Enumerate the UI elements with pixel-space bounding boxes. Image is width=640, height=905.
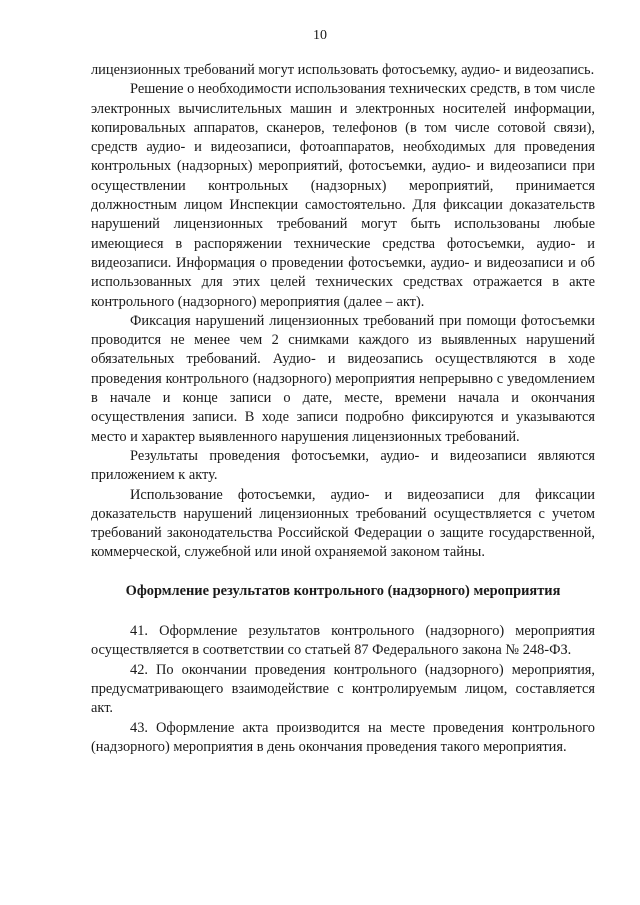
section-heading: Оформление результатов контрольного (надзорного) мероприятия: [125, 582, 561, 599]
paragraph-secrecy: Использование фотосъемки, аудио- и видеозаписи для фиксации доказательств нарушений лицензионных требований осуществляется с учетом требований законодательства Российской Федерации о защите государственной, коммерческой, служебной или иной охраняемой законом тайны.: [91, 486, 595, 561]
paragraph-item-42: 42. По окончании проведения контрольного (надзорного) мероприятия, предусматривающего взаимодействие с контролируемым лицом, составляется акт.: [91, 661, 595, 717]
page-number: 10: [313, 28, 327, 43]
paragraph-photo-fixation: Фиксация нарушений лицензионных требований при помощи фотосъемки проводится не менее чем 2 снимками каждого из выявленных нарушений обязательных требований. Аудио- и видеозапись осуществляются в ходе проведения контрольного (надзорного) мероприятия непрерывно с уведомлением в начале и конце записи о дате, месте, времени начала и окончания осуществления записи. В ходе записи подробно фиксируются и указываются место и характер выявленного нарушения лицензионных требований.: [91, 312, 595, 445]
paragraph-item-41: 41. Оформление результатов контрольного (надзорного) мероприятия осуществляется в соответствии со статьей 87 Федерального закона № 248-ФЗ.: [91, 623, 595, 659]
document-body: [91, 61, 595, 757]
paragraph-results-attachment: Результаты проведения фотосъемки, аудио- и видеозаписи являются приложением к акту.: [91, 447, 595, 484]
paragraph-technical-means: Решение о необходимости использования технических средств, в том числе электронных вычислительных машин и электронных носителей информации, копировальных аппаратов, сканеров, телефонов (в том числе сотовой связи), средств аудио- и видеозаписи, фотоаппаратов, необходимых для проведения контрольных (надзорных) мероприятий, фотосъемки, аудио- и видеозаписи при осуществлении контрольных (надзорных) мероприятий, принимается должностным лицом Инспекции самостоятельно. Для фиксации доказательств нарушений лицензионных требований могут быть использованы любые имеющиеся в распоряжении технические средства фотосъемки, аудио- и видеозаписи. Информация о проведении фотосъемки, аудио- и видеозаписи и об использованных для этих целей технических средствах отражается в акте контрольного (надзорного) мероприятия (далее – акт).: [91, 81, 595, 310]
paragraph-item-43: 43. Оформление акта производится на месте проведения контрольного (надзорного) мероприятия в день окончания проведения такого мероприятия.: [91, 719, 595, 755]
paragraph-continuation: лицензионных требований могут использовать фотосъемку, аудио- и видеозапись.: [91, 62, 595, 78]
